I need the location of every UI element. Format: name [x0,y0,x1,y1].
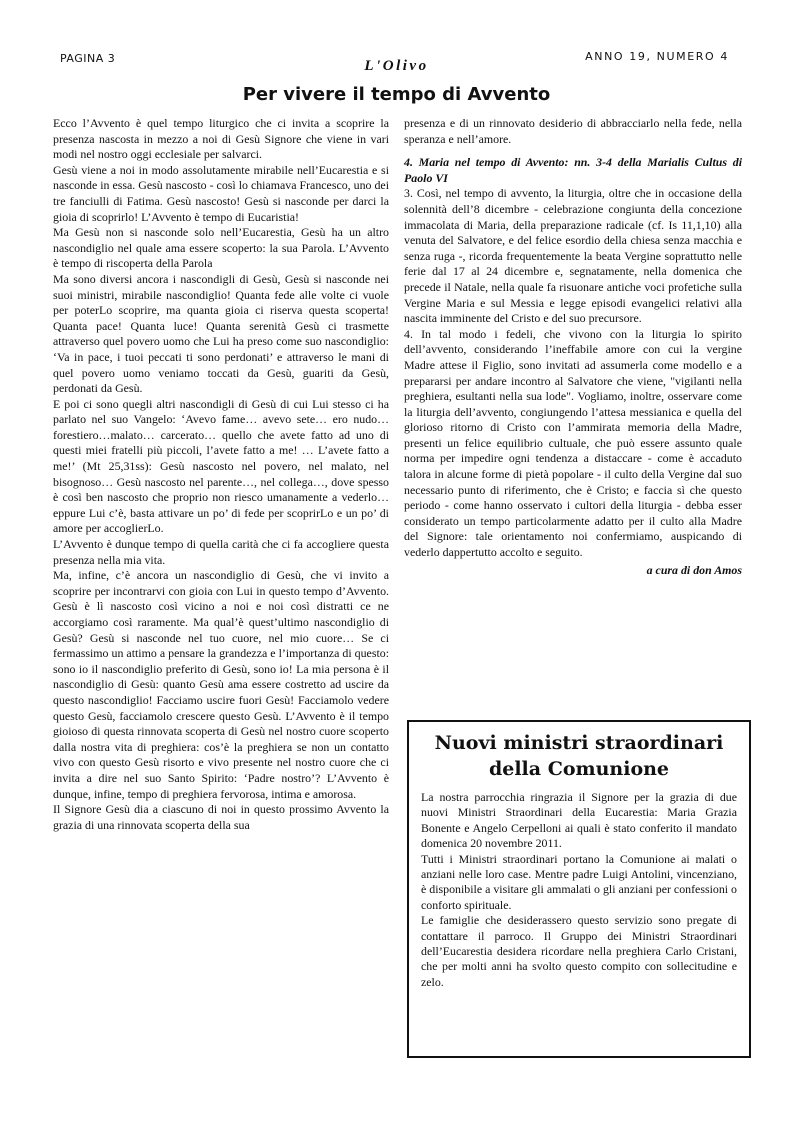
paragraph: Ma, infine, c’è ancora un nascondiglio di Gesù, che vi invito a scoprire per incontrarvi con gioia con Lui in questo tempo d’Avvento. Gesù è lì nascosto così vicino a noi e noi così distratti ce ne accorgiamo così raramente. Ma qual’è quest’ultimo nascondiglio di Gesù? Gesù si nasconde nel tuo cuore, nel mio cuore… Se ci fermassimo un attimo a pensare la grandezza e l’importanza di questo: sono io il nascondiglio preferito di Gesù, sono io! La mia persona è il nascondiglio di Gesù: quanto Gesù ama essere costretto ad uscire da questo nascondiglio! Facciamo uscire fuori Gesù! Facciamolo vedere questo Gesù, facciamolo crescere questo Gesù. L’Avvento è il tempo gioioso di questa rinnovata scoperta di Gesù nel nostro cuore scoperto dalla nostra vita di preghiera: cos’è la preghiera se non un contatto vivo con questo Gesù risorto e vivo presente nel nostro cuore che ci invita a dire nel suo Santo Spirito: ‘Padre nostro’? L’Avvento è dunque, infine, tempo di preghiera fervorosa, intima e amorosa. [53,568,389,801]
box-text [421,790,737,990]
author-signature: a cura di don Amos [646,562,742,577]
article-title: Per vivere il tempo di Avvento [242,84,551,105]
paragraph: Ecco l’Avvento è quel tempo liturgico che ci invita a scoprire la presenza nascosta in mezzo a noi di Gesù Signore che viene in vari modi nel nostro oggi ecclesiale per salvarci. [53,116,389,162]
left-column [53,116,389,833]
page-number: PAGINA 3 [60,52,116,65]
paragraph: Ma Gesù non si nasconde solo nell’Eucarestia, Gesù ha un altro nascondiglio nel quale ama essere scoperto: la sua Parola. L’Avvento è tempo di riscoperta della Parola [53,225,389,271]
section-subheading: 4. Maria nel tempo di Avvento: nn. 3-4 della Marialis Cultus di Paolo VI [404,155,742,185]
paragraph: 3. Così, nel tempo di avvento, la liturgia, oltre che in occasione della solennità dell’8 dicembre - celebrazione congiunta della concezione immacolata di Maria, della preparazione radicale (cf. Is 11,1,10) alla venuta del Salvatore, e del felice esordio della chiesa senza macchia e senza ruga -, ricorda frequentemente la beata Vergine soprattutto nelle ferie dal 17 al 24 dicembre e, segnatamente, nella domenica che precede il Natale, nella quale fa risuonare antiche voci profetiche sulla Vergine Maria e sul Messia e legge episodi evangelici relativi alla nascita imminente del Cristo e del suo precursore. [404,186,742,326]
issue-number: ANNO 19, NUMERO 4 [585,50,729,63]
paragraph: Ma sono diversi ancora i nascondigli di Gesù, Gesù si nasconde nei suoi ministri, mirabile nascondiglio! Quanta fede alle volte ci vuole per poterLo scoprire, ma quanta gioia ci riserva questa scoperta! Quanta pace! Quanta luce! Quanta serenità Gesù ci trasmette attraverso quel povero uomo che Lui ha preso come suo nascondiglio: ‘Va in pace, i tuoi peccati ti sono perdonati’ e attraverso le mani di quel povero uomo veniamo toccati da Gesù, guariti da Gesù, perdonati da Gesù. [53,271,389,396]
paragraph: L’Avvento è dunque tempo di quella carità che ci fa accogliere questa presenza nella mia vita. [53,537,389,567]
paragraph: Gesù viene a noi in modo assolutamente mirabile nell’Eucarestia e si nasconde in essa. Gesù nascosto - così lo chiamava Francesco, uno dei tre fanciulli di Fatima. Gesù nascosto! Gesù si nasconde per darci la gioia di scoprirlo! L’Avvento è tempo di Eucaristia! [53,162,389,224]
newsletter-logo: L'Olivo [364,58,429,74]
paragraph: Tutti i Ministri straordinari portano la Comunione ai malati o anziani nelle loro case. Mentre padre Luigi Antolini, vincenziano, è disponibile a visitare gli ammalati o gli anziani per confessioni o conforto spirituale. [421,851,738,912]
paragraph: 4. In tal modo i fedeli, che vivono con la liturgia lo spirito dell’avvento, considerando l’ineffabile amore con cui la vergine Madre attese il Figlio, sono invitati ad assumerla come modello e a prepararsi per andare incontro al Salvatore che viene, "vigilanti nella preghiera, esultanti nella sua lode". Vogliamo, inoltre, osservare come la liturgia dell’avvento, congiungendo l’attesa messianica e quella del glorioso ritorno di Cristo con l’ammirata memoria della Madre, presenti un felice equilibrio cultuale, che può essere assunto quale norma per impedire ogni tendenza a distaccare - come è accaduto talora in alcune forme di pietà popolare - il culto della Vergine dal suo necessario punto di riferimento, che è Cristo; e faccia sì che questo periodo - come hanno osservato i cultori della liturgia - debba esser considerato un tempo particolarmente adatto per il culto alla Madre del Signore: tale orientamento noi confermiamo, auspicando di vederlo dappertutto accolto e seguito. [404,326,742,560]
box-title: Nuovi ministri straordinari della Comunione [434,732,724,780]
paragraph: Le famiglie che desiderassero questo servizio sono pregate di contattare il parroco. Il Gruppo dei Ministri Straordinari dell’Eucarestia desidera ricordare nella preghiera Carlo Cristani, che per molti anni ha svolto questo compito con sollecitudine e zelo. [421,913,737,989]
right-column [404,116,742,578]
paragraph: E poi ci sono quegli altri nascondigli di Gesù di cui Lui stesso ci ha parlato nel suo Vangelo: ‘Avevo fame… avevo sete… ero nudo… forestiero…malato… carcerato… quello che avete fatto ad uno di questi miei fratelli più piccoli, l’avete fatto a me! … L’avete fatto a me!’ (Mt 25,31ss): Gesù nascosto nel povero, nel malato, nel bisognoso… Gesù nascosto nel parente…, nel collega…, dove spesso è così ben nascosto che proprio non riesco umanamente a vederlo… eppure Lui c’è, basta attivare un po’ di fede per scoprirLo e un po’ di amore per accoglierLo. [53,396,389,536]
paragraph: La nostra parrocchia ringrazia il Signore per la grazia di due nuovi Ministri Straordinari della Eucarestia: Maria Grazia Bonente e Angelo Cerpelloni ai quali è stato conferito il mandato domenica 20 novembre 2011. [421,790,737,851]
ministers-box [407,720,751,1058]
paragraph: presenza e di un rinnovato desiderio di abbracciarlo nella fede, nella speranza e nell’amore. [404,116,742,146]
paragraph: Il Signore Gesù dia a ciascuno di noi in questo prossimo Avvento la grazia di una rinnovata scoperta della sua [53,802,389,832]
